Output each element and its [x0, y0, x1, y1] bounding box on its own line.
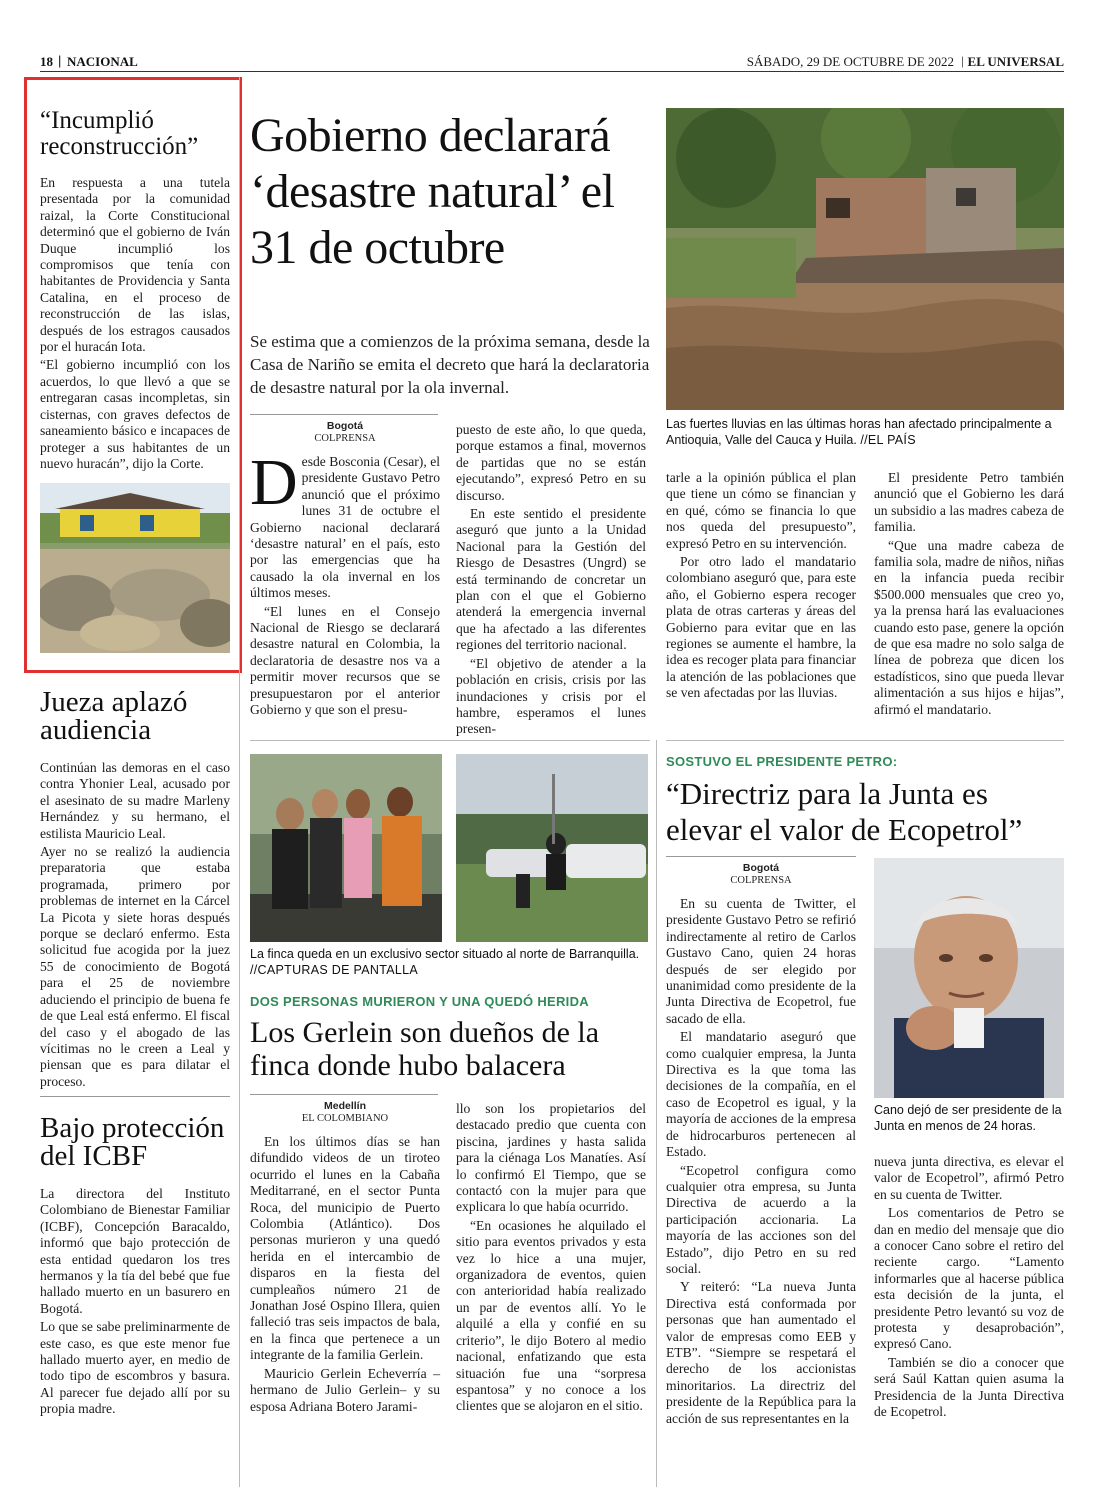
paragraph: En su cuenta de Twitter, el presidente Gustavo Petro se refirió indirectamente al retiro de Carlos Gustavo Cano, quien 24 horas después de ser elegido por unanimidad como presidente de la Junta Directiva de Ecopetrol, fue sacado de ella.: [666, 896, 856, 1026]
section-name: NACIONAL: [67, 54, 138, 69]
gerlein-kicker: DOS PERSONAS MURIERON Y UNA QUEDÓ HERIDA: [250, 994, 589, 1009]
paragraph: “El gobierno incumplió con los acuerdos, lo que llevó a que se entregaran casas incompletas, sin cisternas, con graves defectos de saneamiento básico e incapaces de proteger a sus habitantes de un nuevo huracán”, dijo la Corte.: [40, 357, 230, 471]
main-col-4: [874, 470, 1064, 720]
sidebar-title: Bajo protección del ICBF: [40, 1112, 225, 1172]
party-photo: [250, 754, 442, 942]
photo-credit: //EL PAÍS: [860, 433, 916, 447]
sidebar-icbf: [40, 1114, 230, 1420]
paragraph: Ayer no se realizó la audiencia preparatoria que estaba programada, primero por problemas de internet en la Cárcel La Picota y siete horas después porque se declaró enfermo. Esta solicitud fue acogida por la juez 55 de conocimiento de Bogotá para el 25 de noviembre aduciendo el principio de buena fe de que Leal está enfermo. El fiscal del caso y el abogado de las vícitimas no le creen a Leal y piensan que es para dilatar el proceso.: [40, 844, 230, 1089]
byline-rule: [666, 856, 856, 857]
main-col-2: [456, 422, 646, 740]
paragraph: nueva junta directiva, es elevar el valor de Ecopetrol”, afirmó Petro en su cuenta de Twitter.: [874, 1154, 1064, 1202]
paragraph: esde Bosconia (Cesar), el presidente Gustavo Petro anunció que el próximo lunes 31 de octubre el Gobierno nacional declarará ‘desastre natural’ en el país, esto por las emergencias que ha causado la ola invernal en los últimos meses.: [250, 454, 440, 601]
main-byline: [250, 420, 440, 445]
paragraph: La directora del Instituto Colombiano de Bienestar Familiar (ICBF), Concepción Baracaldo, informó que bajo protección de esta entidad quedaron los tres hermanos y la tía del bebé que fue hallado muerto en un basurero en Bogotá.: [40, 1186, 230, 1316]
header-separator: |: [58, 53, 62, 68]
paragraph: En respuesta a una tutela presentada por la comunidad raizal, la Corte Constitucional determinó que el gobierno de Iván Duque incumplió los compromisos que tenía con habitantes de Providencia y Santa Catalina, en el proceso de reconstrucción de las islas, después de los estragos causados por el huracán Iota.: [40, 175, 230, 355]
gerlein-col-2: [456, 1101, 646, 1417]
caption-text: Las fuertes lluvias en las últimas horas han afectado principalmente a Antioquia, Valle del Cauca y Huila.: [666, 417, 1052, 447]
sidebar-title: Jueza aplazó audiencia: [40, 686, 188, 746]
sidebar-body: [40, 760, 230, 1090]
byline-city: Bogotá: [326, 420, 364, 432]
header-rule: [40, 71, 1064, 72]
byline-city: Bogotá: [742, 862, 780, 874]
page-number: 18: [40, 54, 53, 69]
header-separator-2: |: [961, 53, 964, 68]
paragraph: Y reiteró: “La nueva Junta Directiva está conformada por personas que han aumentado el valor de empresas como EEB y ETB”. “Siempre se respetará el derecho de los accionistas minoritarios. La directriz del presidente de la República para la acción de sus representantes en la: [666, 1279, 856, 1426]
ecopetrol-kicker: SOSTUVO EL PRESIDENTE PETRO:: [666, 754, 898, 769]
paragraph: En los últimos días se han difundido videos de un tiroteo ocurrido el lunes en la Cabaña Meditarrané, en el sector Punta Roca, del municipio de Puerto Colombia (Atlántico). Dos personas murieron y una quedó herida en el intercambio de disparos en la fiesta del cumpleaños número 21 de Jonathan José Ospino Illera, quien falleció tras seis impactos de bala, en la finca que pertenece a un integrante de la familia Gerlein.: [250, 1134, 440, 1363]
paragraph: Los comentarios de Petro se dan en medio del mensaje que dio a conocer Cano sobre el retiro del reciente cargo. “Lamento informarles que al hacerse pública esta decisión de la junta, el presidente Petro levantó su voz de protesta y desaprobación”, expresó Cano.: [874, 1205, 1064, 1352]
gerlein-col-1: [250, 1134, 440, 1417]
paragraph: El mandatario aseguró que como cualquier empresa, la Junta Directiva es la que toma las decisiones de la compañía, en el caso de Ecopetrol es igual, y la mayoría de acciones de la empresa de hidrocarburos pertenecen al Estado.: [666, 1029, 856, 1160]
byline-city: Medellín: [323, 1100, 366, 1112]
party-caption: [250, 946, 650, 978]
sidebar-incumplio: [40, 108, 230, 474]
caption-text: La finca queda en un exclusivo sector situado al norte de Barranquilla.: [250, 947, 640, 961]
column-divider-2: [656, 740, 657, 1487]
byline-agency: COLPRENSA: [730, 875, 792, 886]
main-headline: Gobierno declarará ‘desastre natural’ el 31 de octubre: [250, 109, 615, 274]
issue-date: SÁBADO, 29 DE OCTUBRE DE 2022: [746, 54, 954, 69]
sidebar-divider: [40, 1096, 230, 1097]
paragraph: Mauricio Gerlein Echeverría –hermano de Julio Gerlein– y su esposa Adriana Botero Jarami-: [250, 1365, 440, 1414]
byline-agency: COLPRENSA: [314, 433, 376, 444]
ecopetrol-col-1: [666, 896, 856, 1429]
dropcap: D: [250, 446, 298, 519]
ecopetrol-col-2: [874, 1154, 1064, 1423]
providencia-photo: [40, 483, 230, 653]
paragraph: Por otro lado el mandatario colombiano aseguró que, para este año, el Gobierno espera recoger plata de otras carteras y áreas del Gobierno para evitar que en las regiones se aumente el hambre, la idea es recoger plata para financiar la atención de las poblaciones que se ven afectadas por las lluvias.: [666, 554, 856, 701]
paragraph: El presidente Petro también anunció que el Gobierno les dará un subsidio a las madres cabeza de familia.: [874, 470, 1064, 535]
photo-credit: //CAPTURAS DE PANTALLA: [250, 963, 418, 977]
ecopetrol-headline: “Directriz para la Junta es elevar el valor de Ecopetrol”: [666, 776, 1023, 847]
paper-name: EL UNIVERSAL: [967, 54, 1064, 69]
ecopetrol-byline: [666, 862, 856, 887]
cano-photo: [874, 858, 1064, 1098]
main-col-1: [250, 446, 440, 721]
byline-rule: [250, 414, 438, 415]
paragraph: “Ecopetrol configura como cualquier otra empresa, su Junta Directiva de acuerdo a la participación accionaria. La mayoría de las acciones son del Estado”, dijo Petro en su red social.: [666, 1162, 856, 1276]
sidebar-body: [40, 175, 230, 472]
flood-caption: [666, 416, 1064, 448]
section-rule-2: [666, 740, 1064, 741]
paragraph: Lo que se sabe preliminarmente de este caso, es que este menor fue hallado muerto ayer, en medio de todo tipo de escombros y basura. Al parecer fue dejado allí por su propia madre.: [40, 1319, 230, 1417]
paragraph: tarle a la opinión pública el plan que tiene un cómo se financian y en qué, cómo se financia lo que nos queda del presupuesto”, expresó Petro en su intervención.: [666, 470, 856, 551]
sidebar-jueza: [40, 688, 230, 1092]
main-col-3: [666, 470, 856, 704]
paragraph: puesto de este año, lo que queda, porque estamos a final, movernos de partidas que no se están ejecutando”, expresó Petro en su discurso.: [456, 422, 646, 503]
paragraph: Continúan las demoras en el caso contra Yhonier Leal, acusado por el asesinato de su madre Marleny Hernández y su hermano, el estilista Mauricio Leal.: [40, 760, 230, 841]
sidebar-body: [40, 1186, 230, 1418]
flood-photo: [666, 108, 1064, 410]
paragraph: llo son los propietarios del destacado predio que cuenta con piscina, jardines y hasta salida para la ciénaga Los Manatíes. Así lo confirmó El Tiempo, que se contactó con la mujer para que explicara lo que había ocurrido.: [456, 1101, 646, 1215]
shooting-photo: [456, 754, 648, 942]
section-rule: [250, 740, 650, 741]
cano-caption: Cano dejó de ser presidente de la Junta en menos de 24 horas.: [874, 1103, 1062, 1133]
gerlein-byline: [250, 1100, 440, 1125]
paragraph: “El objetivo de atender a la población en crisis, crisis por las inundaciones y crisis por el hambre, esperamos el lunes presen-: [456, 655, 646, 737]
byline-rule: [250, 1094, 438, 1095]
main-deck: Se estima que a comienzos de la próxima semana, desde la Casa de Nariño se emita el decreto que hará la declaratoria de desastre natural por la ola invernal.: [250, 332, 650, 397]
paragraph: También se dio a conocer que será Saúl Kattan quien asuma la Presidencia de la Junta Directiva de Ecopetrol.: [874, 1354, 1064, 1420]
page-header: [40, 53, 1064, 71]
paragraph: “Que una madre cabeza de familia sola, madre de niños, niñas en la infancia pueda recibir $500.000 mensuales que creo yo, ya la prensa hará las evaluaciones cuando esto pase, genere la opción de que esa madre no solo salga de línea de pobreza que dicen los estadísticos, sino que pueda llevar alimentación a sus hijos e hijas”, afirmó el mandatario.: [874, 537, 1064, 717]
paragraph: “El lunes en el Consejo Nacional de Riesgo se declarará desastre natural en Colombia, la declaratoria de desastre nos va a permitir mover recursos que se presupuestaron por el anterior Gobierno y que son el presu-: [250, 603, 440, 718]
paragraph: “En ocasiones he alquilado el sitio para eventos privados y esta vez lo hice a una mujer, organizadora de eventos, quien con anterioridad había realizado un par de eventos allí. Yo le alquilé a ella y confié en su criterio”, le dijo Botero al medio nacional, enfatizando que esta situación fue una “sorpresa espantosa” y no conoce a los clientes que se alojaron en el sitio.: [456, 1217, 646, 1414]
byline-agency: EL COLOMBIANO: [301, 1113, 389, 1124]
column-divider: [239, 77, 240, 1487]
sidebar-title: “Incumplió reconstrucción”: [40, 107, 199, 160]
paragraph: En este sentido el presidente aseguró que junto a la Unidad Nacional para la Gestión del Riesgo de Desastres (Ungrd) se está terminando de concretar un plan con el que el Gobierno atenderá la emergencia invernal que ha afectado a las diferentes regiones del territorio nacional.: [456, 506, 646, 653]
gerlein-headline: Los Gerlein son dueños de la finca donde hubo balacera: [250, 1016, 600, 1082]
